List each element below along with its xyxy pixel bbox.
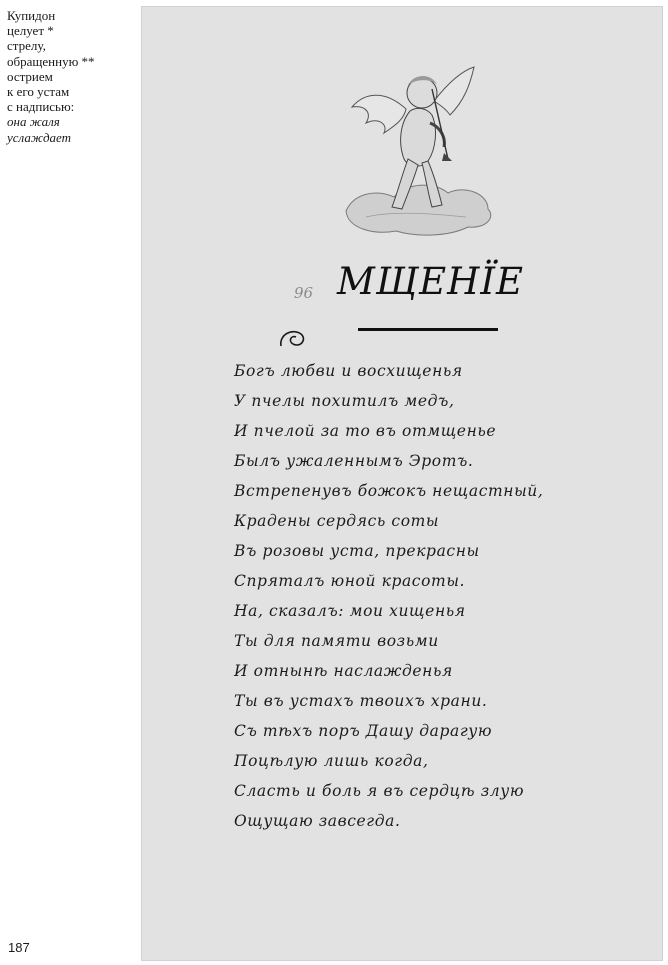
caption-line: стрелу, [7, 38, 46, 54]
caption-inscription-line: она жаля [7, 114, 60, 130]
caption-line: Купидон [7, 8, 56, 23]
caption-line: к его устам [7, 84, 70, 100]
verse-line: Поцѣлую лишь когда, [234, 752, 429, 770]
flourish-icon [277, 326, 313, 352]
caption-line: обращенную ** [7, 53, 95, 69]
verse-line: И пчелой за то въ отмщенье [234, 422, 497, 440]
verse-line: На, сказалъ: мои хищенья [234, 602, 466, 620]
caption [7, 8, 137, 145]
verse-line: Встрепенувъ божокъ нещастный, [234, 482, 544, 500]
verse-line: Ощущаю завсегда. [234, 812, 401, 830]
cloud-shape [346, 185, 491, 235]
cupid-icon [336, 61, 501, 241]
title-underline [358, 328, 498, 331]
verse-line: Сласть и боль я въ сердцѣ злую [234, 782, 525, 800]
wing-right [434, 67, 474, 115]
verse-line: Былъ ужаленнымъ Эротъ. [234, 452, 474, 470]
wing-left [352, 95, 406, 133]
poem-verse [234, 356, 543, 836]
caption-inscription-line: услаждает [7, 129, 72, 145]
verse-line: Въ розовы уста, прекрасны [234, 542, 480, 560]
verse-line: И отнынѣ наслажденья [234, 662, 453, 680]
poem-title: МЩЕНЇЕ [337, 260, 525, 303]
caption-line: острием [7, 68, 53, 84]
verse-line: Ты для памяти возьми [234, 632, 439, 650]
pencil-number: 96 [294, 284, 314, 302]
verse-line: Съ тѣхъ поръ Дашу дарагую [234, 722, 493, 740]
page-number: 187 [8, 940, 30, 955]
verse-line: Ты въ устахъ твоихъ храни. [234, 692, 488, 710]
cupid-body [401, 108, 436, 166]
caption-line: целует * [7, 23, 54, 39]
manuscript-page [141, 6, 663, 961]
verse-line: Крадены сердясь соты [234, 512, 440, 530]
caption-line: с надписью: [7, 99, 75, 115]
verse-line: У пчелы похитилъ медъ, [234, 392, 455, 410]
verse-line: Богъ любви и восхищенья [234, 362, 463, 380]
verse-line: Спряталъ юной красоты. [234, 572, 466, 590]
